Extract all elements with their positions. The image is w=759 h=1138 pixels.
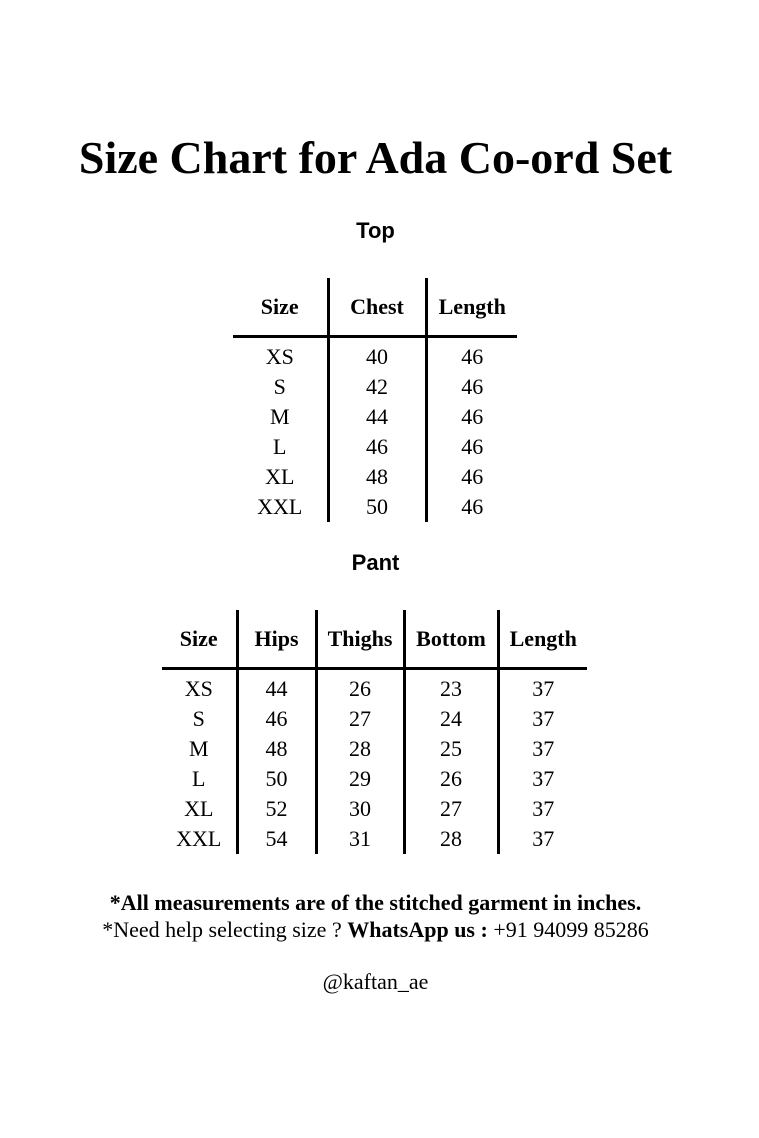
table-cell: 54 bbox=[237, 824, 316, 854]
table-row bbox=[162, 734, 587, 764]
table-cell: 46 bbox=[426, 432, 517, 462]
table-cell: 52 bbox=[237, 794, 316, 824]
table-cell: XXL bbox=[257, 494, 303, 519]
table-cell: L bbox=[273, 434, 287, 459]
table-cell: XXL bbox=[176, 826, 222, 851]
table-cell: L bbox=[192, 766, 206, 791]
table-row bbox=[162, 824, 587, 854]
table-cell: 26 bbox=[316, 669, 404, 705]
table-cell: 27 bbox=[316, 704, 404, 734]
table-row bbox=[233, 462, 517, 492]
table-cell: 50 bbox=[237, 764, 316, 794]
table-cell: S bbox=[273, 374, 286, 399]
table-cell: M bbox=[269, 404, 290, 429]
table-cell: 37 bbox=[498, 824, 587, 854]
table-cell: 42 bbox=[328, 372, 426, 402]
table-header-row bbox=[233, 278, 517, 337]
table-cell: 48 bbox=[328, 462, 426, 492]
table-row bbox=[233, 432, 517, 462]
table-cell: XL bbox=[184, 796, 214, 821]
table-cell: 23 bbox=[404, 669, 498, 705]
top-size-table bbox=[233, 278, 517, 522]
table-cell: M bbox=[188, 736, 209, 761]
table-row bbox=[162, 704, 587, 734]
table-row bbox=[233, 372, 517, 402]
table-cell: 46 bbox=[426, 402, 517, 432]
measurement-note: *All measurements are of the stitched garment in inches. bbox=[109, 890, 642, 915]
table-row bbox=[162, 669, 587, 705]
column-header-thighs: Thighs bbox=[316, 610, 404, 669]
whatsapp-label: WhatsApp us : bbox=[347, 917, 494, 942]
table-cell: 37 bbox=[498, 764, 587, 794]
table-cell: 46 bbox=[426, 337, 517, 373]
table-row bbox=[233, 402, 517, 432]
table-cell: 37 bbox=[498, 734, 587, 764]
notes-block bbox=[0, 889, 751, 943]
table-row bbox=[233, 492, 517, 522]
table-cell: 26 bbox=[404, 764, 498, 794]
table-cell: 24 bbox=[404, 704, 498, 734]
table-cell: 27 bbox=[404, 794, 498, 824]
table-header-row bbox=[162, 610, 587, 669]
table-row bbox=[233, 337, 517, 373]
table-cell: 37 bbox=[498, 794, 587, 824]
help-note bbox=[0, 916, 751, 943]
column-header-length: Length bbox=[426, 278, 517, 337]
social-handle: @kaftan_ae bbox=[322, 969, 429, 994]
table-cell: 44 bbox=[328, 402, 426, 432]
table-cell: XS bbox=[265, 344, 294, 369]
table-row bbox=[162, 764, 587, 794]
page-title: Size Chart for Ada Co-ord Set bbox=[78, 132, 673, 183]
table-cell: 37 bbox=[498, 669, 587, 705]
column-header-chest: Chest bbox=[328, 278, 426, 337]
help-prefix: *Need help selecting size ? bbox=[102, 917, 348, 942]
table-cell: 37 bbox=[498, 704, 587, 734]
table-row bbox=[162, 794, 587, 824]
table-cell: 46 bbox=[426, 462, 517, 492]
table-cell: 46 bbox=[328, 432, 426, 462]
pant-size-table bbox=[162, 610, 587, 854]
pant-section-heading: Pant bbox=[351, 550, 400, 575]
table-cell: 46 bbox=[237, 704, 316, 734]
table-cell: 28 bbox=[316, 734, 404, 764]
table-cell: 46 bbox=[426, 492, 517, 522]
table-cell: 31 bbox=[316, 824, 404, 854]
table-cell: XS bbox=[184, 676, 213, 701]
column-header-length: Length bbox=[498, 610, 587, 669]
table-cell: 25 bbox=[404, 734, 498, 764]
table-cell: 40 bbox=[328, 337, 426, 373]
table-cell: 44 bbox=[237, 669, 316, 705]
top-section-heading: Top bbox=[356, 218, 395, 243]
phone-number: +91 94099 85286 bbox=[493, 917, 649, 942]
table-cell: XL bbox=[265, 464, 295, 489]
table-cell: 48 bbox=[237, 734, 316, 764]
column-header-hips: Hips bbox=[237, 610, 316, 669]
column-header-bottom: Bottom bbox=[404, 610, 498, 669]
table-cell: 29 bbox=[316, 764, 404, 794]
column-header-size: Size bbox=[233, 278, 328, 337]
column-header-size: Size bbox=[162, 610, 237, 669]
table-cell: 30 bbox=[316, 794, 404, 824]
table-cell: 46 bbox=[426, 372, 517, 402]
table-cell: S bbox=[192, 706, 205, 731]
table-cell: 50 bbox=[328, 492, 426, 522]
table-cell: 28 bbox=[404, 824, 498, 854]
